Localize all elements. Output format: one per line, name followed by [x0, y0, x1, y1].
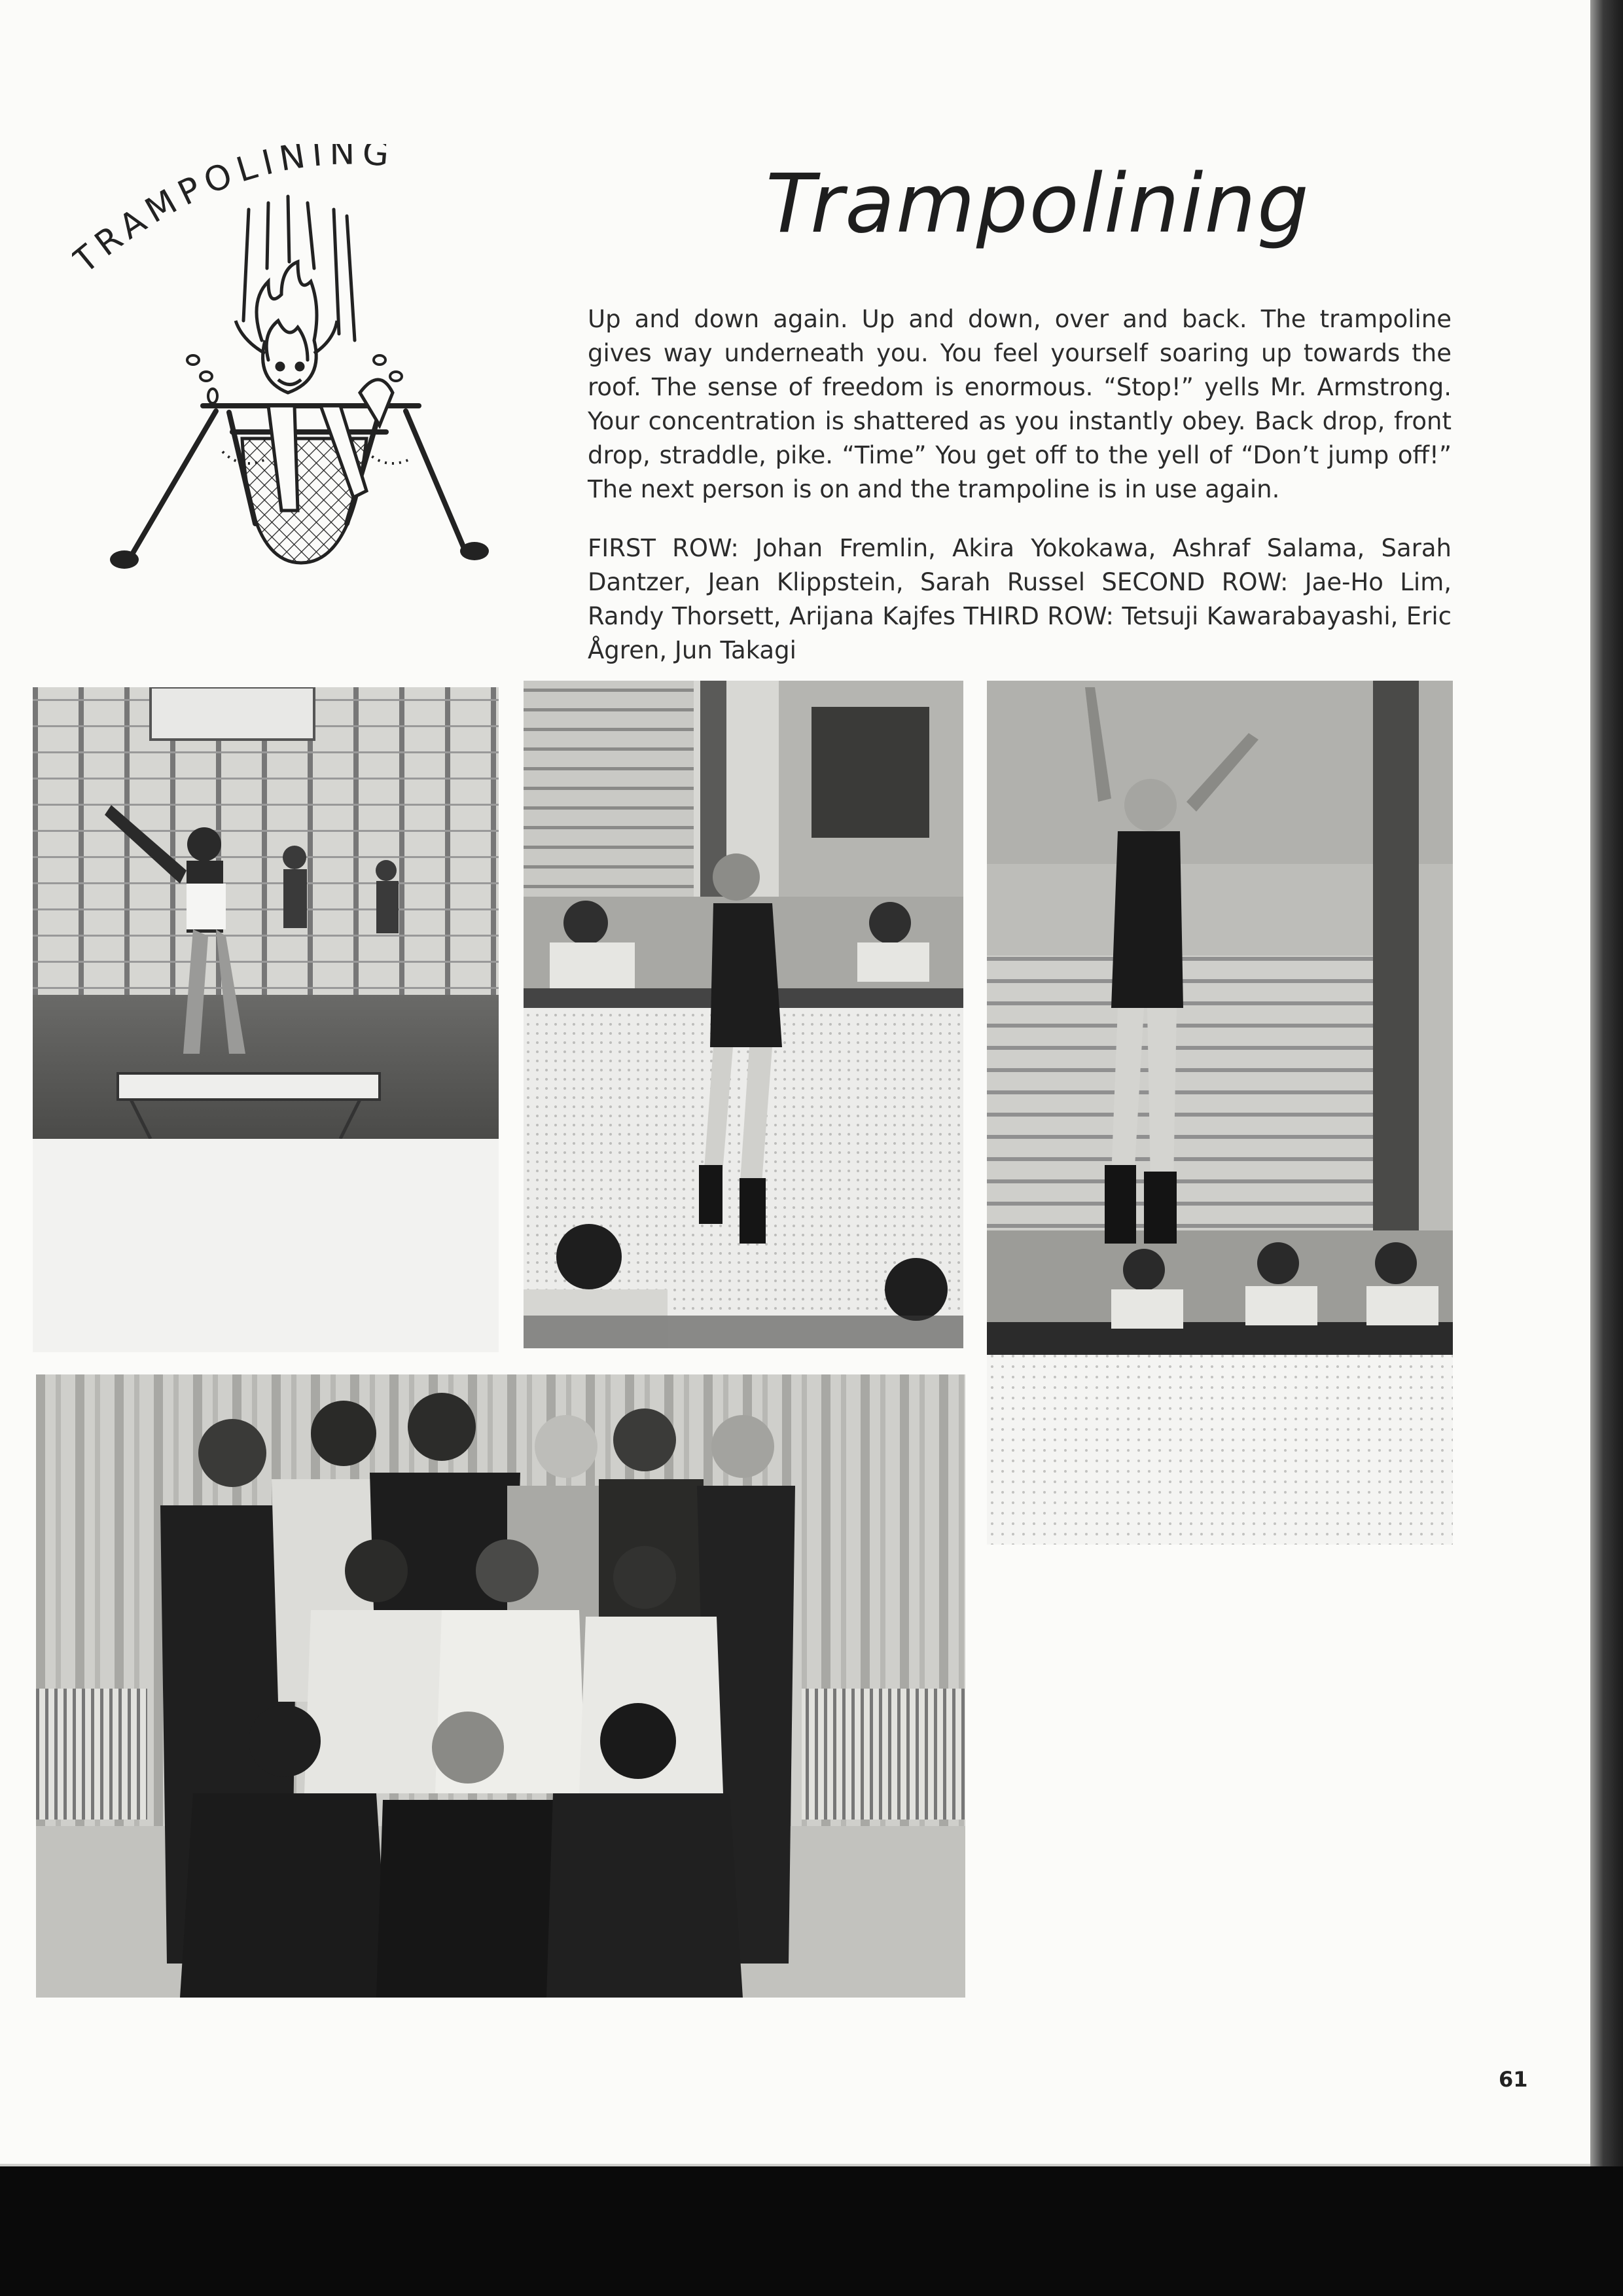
balance-photo-image — [987, 681, 1453, 1545]
doodle-caption: RAMPOLINING — [88, 144, 397, 264]
team-roster: FIRST ROW: Johan Fremlin, Akira Yokokawa, Ashraf Salama, Sarah Dantzer, Jean Klippstein, Sarah Russel SECOND ROW: Jae-Ho Lim, Randy Thorsett, Arijana Kajfes THIRD ROW: Tetsuji Kawarabayashi, Eric Ågren, Jun Takagi — [588, 534, 1452, 664]
gym-photo-image — [33, 687, 499, 1352]
gym-trampoline-photo — [33, 687, 499, 1352]
trampoline-jump-photo — [524, 681, 963, 1348]
jump-photo-image — [524, 681, 963, 1348]
page-number: 61 — [1499, 2067, 1528, 2092]
book-spine-edge — [1590, 0, 1623, 2173]
trampoline-doodle — [72, 144, 504, 576]
trampoline-doodle-icon — [72, 144, 504, 576]
group-photo-image — [36, 1374, 965, 1998]
scan-background — [0, 2166, 1623, 2296]
group-photo — [36, 1374, 965, 1998]
article-intro: Up and down again. Up and down, over and back. The trampoline gives way underneath you. You feel yourself soaring up towards the roof. The sense of freedom is enormous. “Stop!” yells Mr. Armstrong. Your concentration is shattered as you instantly obey. Back drop, front drop, straddle, pike. “Time” You get off to the yell of “Don’t jump off!” The next person is on and the trampoline is in use again. — [588, 305, 1452, 503]
gymnast-balance-photo — [987, 681, 1453, 1545]
page-title: Trampolining — [766, 157, 1310, 251]
